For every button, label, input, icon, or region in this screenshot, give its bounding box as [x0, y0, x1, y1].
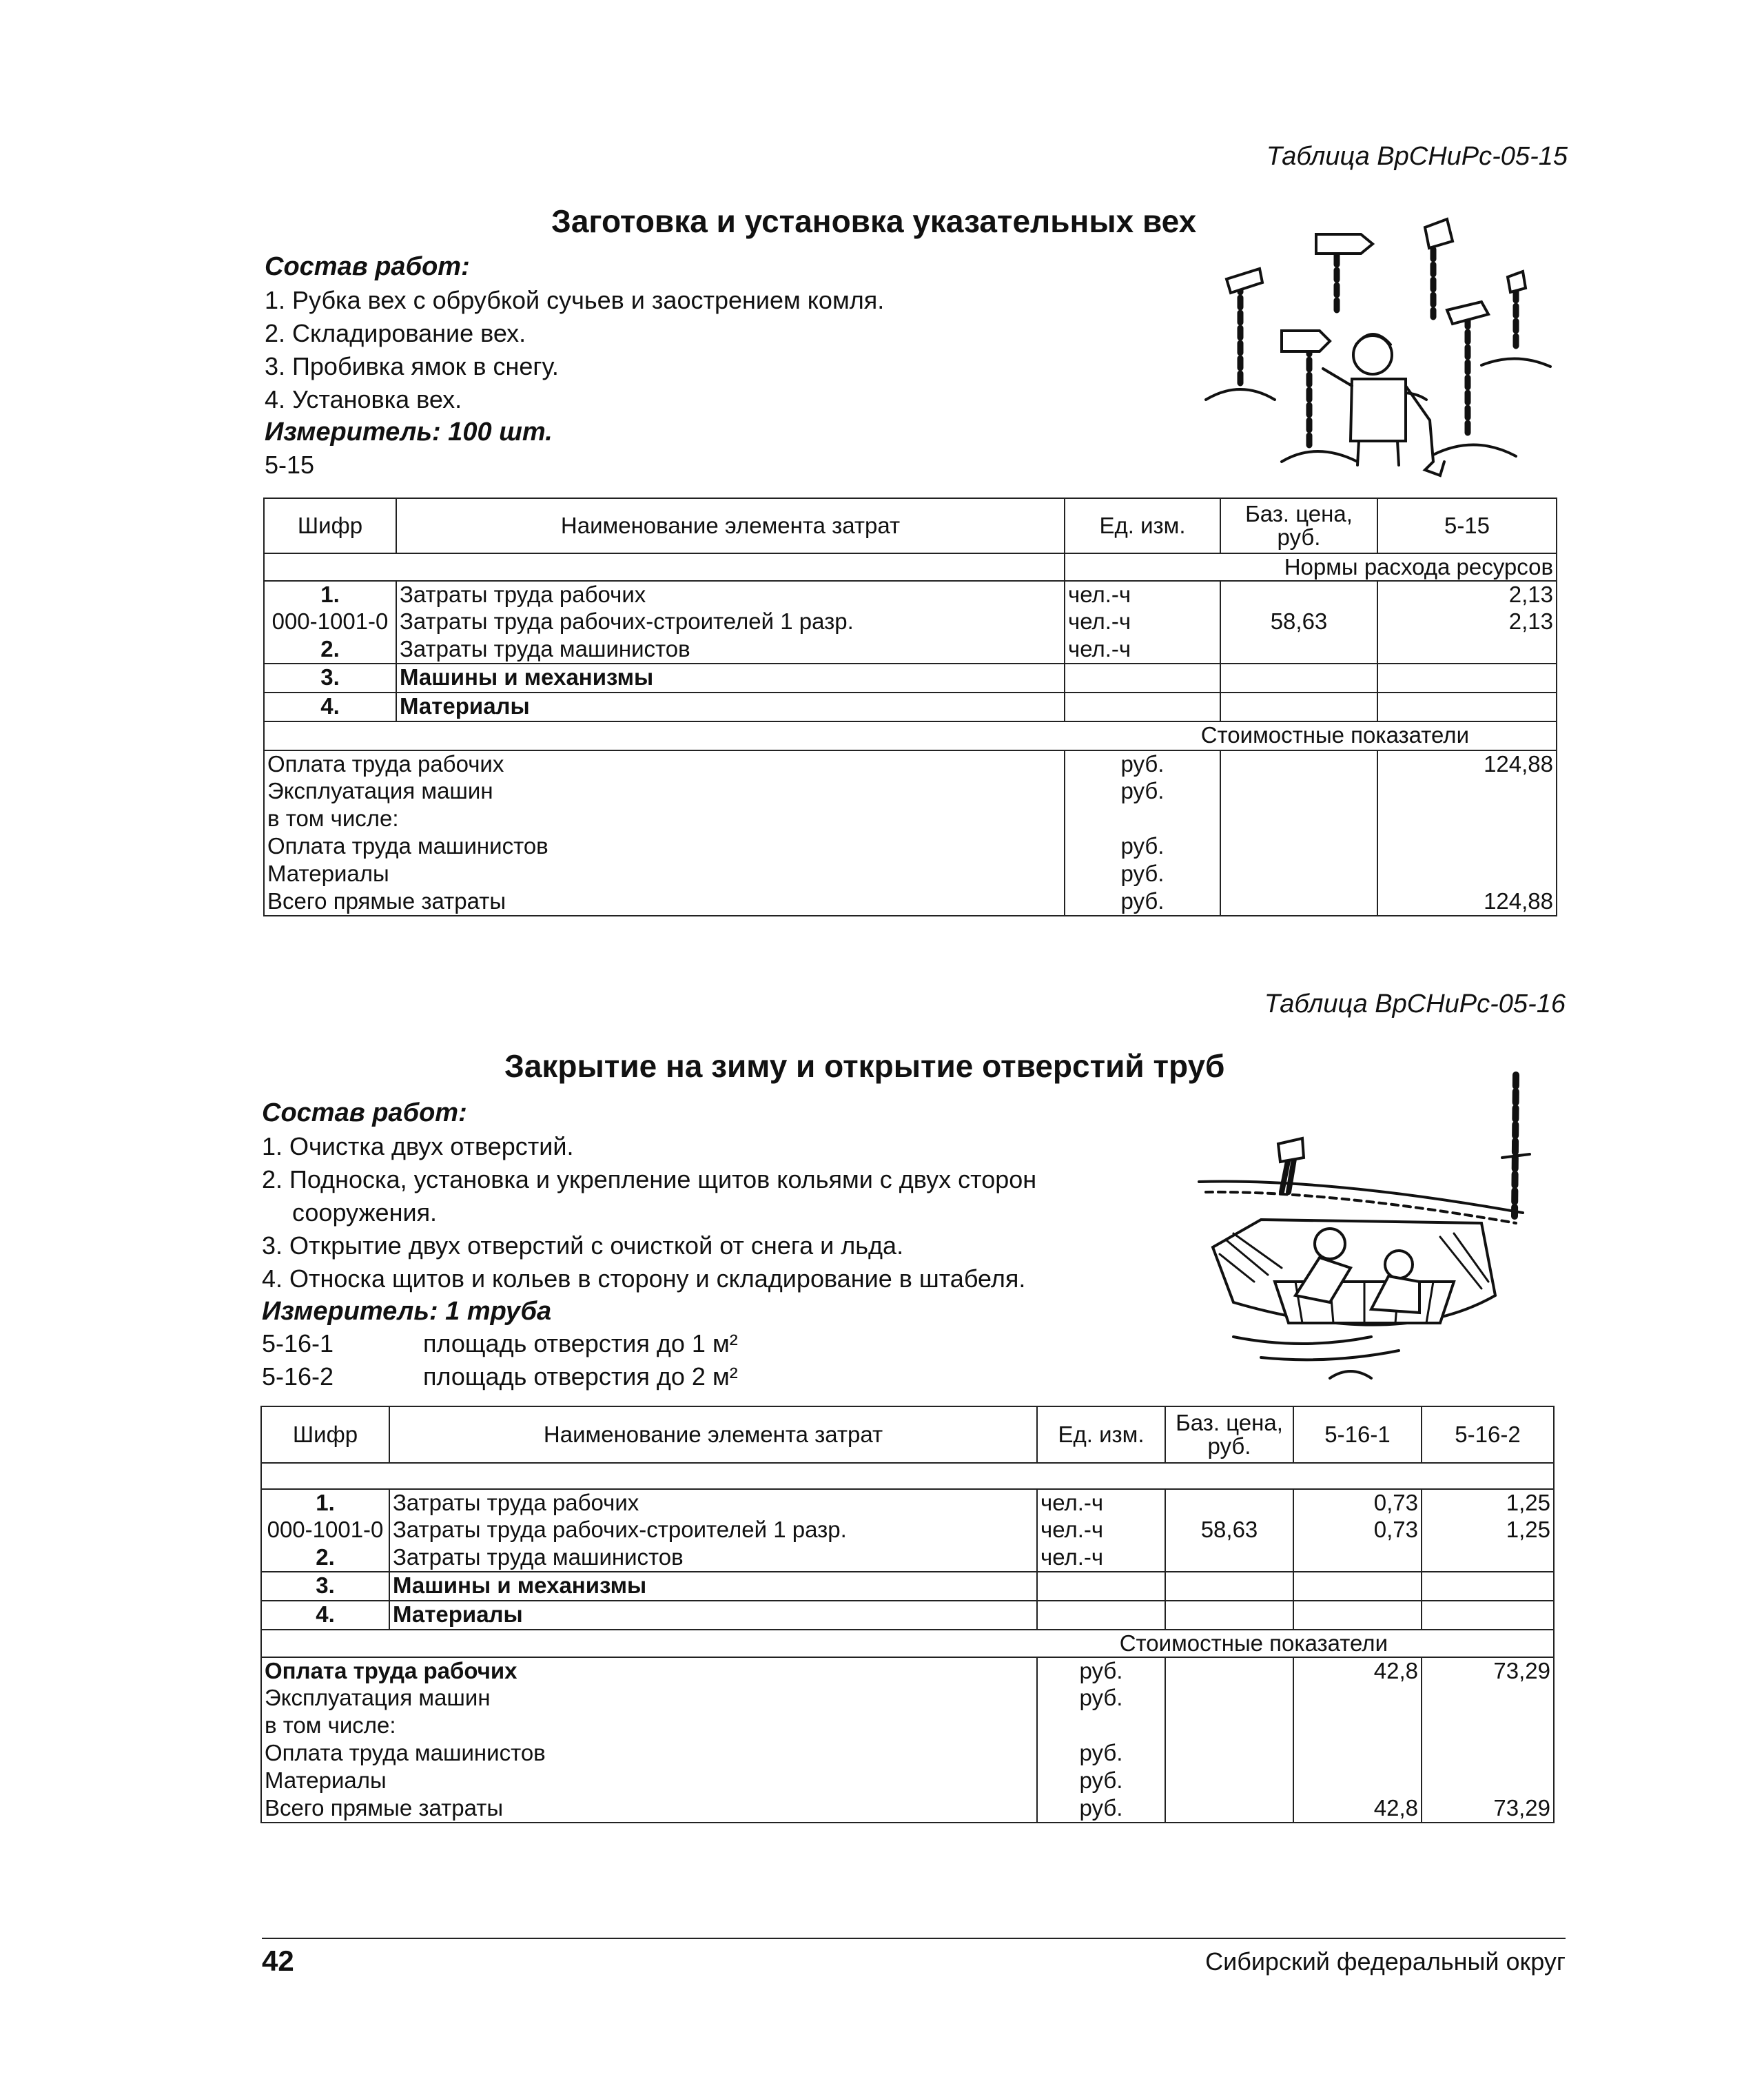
table-row: 4. Материалы — [261, 1601, 1554, 1630]
cost-row: Эксплуатация машин руб. — [261, 1685, 1554, 1712]
cost-label: Стоимостные показатели — [264, 721, 1557, 750]
header-variant: 5-15 — [1377, 498, 1557, 553]
cost-table-5-16 — [260, 1406, 1555, 1823]
footer-divider — [262, 1938, 1566, 1939]
measure-label: Измеритель: 1 труба — [262, 1297, 552, 1326]
work-item: 3. Пробивка ямок в снегу. — [265, 352, 559, 380]
table-row: 000-1001-0 Затраты труда рабочих-строителей 1 разр. чел.-ч 58,63 0,73 1,25 — [261, 1517, 1554, 1544]
cost-row: Эксплуатация машин руб. — [264, 778, 1557, 806]
work-item: 1. Рубка вех с обрубкой сучьев и заострением комля. — [265, 286, 885, 314]
work-item: 4. Установка вех. — [265, 385, 462, 413]
cost-row: Оплата труда рабочих руб. 124,88 — [264, 750, 1557, 778]
work-list — [262, 1130, 1036, 1295]
header-variant: 5-16-1 — [1293, 1406, 1422, 1463]
section-title: Заготовка и установка указательных вех — [551, 203, 1197, 239]
cost-row: в том числе: — [261, 1712, 1554, 1740]
variant-code: 5-15 — [265, 451, 315, 479]
cost-row: Оплата труда машинистов руб. — [261, 1740, 1554, 1767]
table-row: 3. Машины и механизмы — [264, 664, 1557, 693]
table-reference: Таблица ВрСНиРс-05-16 — [1264, 990, 1566, 1018]
header-unit: Ед. изм. — [1065, 498, 1220, 553]
variant-row: 5-16-1 площадь отверстия до 1 м² — [262, 1329, 738, 1357]
variant-row: 5-16-2 площадь отверстия до 2 м² — [262, 1362, 738, 1391]
cost-row: Оплата труда рабочих руб. 42,8 73,29 — [261, 1657, 1554, 1685]
cost-row: Материалы руб. — [261, 1767, 1554, 1795]
header-name: Наименование элемента затрат — [396, 498, 1065, 553]
header-unit: Ед. изм. — [1037, 1406, 1165, 1463]
variants-list — [262, 1327, 738, 1393]
composition-label: Состав работ: — [262, 1098, 467, 1127]
table-row: 1. Затраты труда рабочих чел.-ч 2,13 — [264, 581, 1557, 608]
table-row: 2. Затраты труда машинистов чел.-ч — [261, 1544, 1554, 1572]
work-list — [265, 284, 884, 416]
header-name: Наименование элемента затрат — [389, 1406, 1037, 1463]
work-item: сооружения. — [292, 1198, 438, 1227]
norms-blank-row — [261, 1463, 1554, 1489]
section-title: Закрытие на зиму и открытие отверстий труб — [504, 1048, 1225, 1084]
signposts-illustration — [1199, 214, 1557, 489]
work-item: 3. Открытие двух отверстий с очисткой от снега и льда. — [262, 1231, 904, 1260]
header-code: Шифр — [261, 1406, 389, 1463]
cost-table-5-15 — [263, 498, 1557, 916]
work-item: 1. Очистка двух отверстий. — [262, 1132, 574, 1160]
cost-row: Всего прямые затраты руб. 124,88 — [264, 888, 1557, 916]
work-item: 2. Подноска, установка и укрепление щитов кольями с двух сторон — [262, 1165, 1037, 1193]
table-row: 3. Машины и механизмы — [261, 1572, 1554, 1601]
pipe-opening-illustration — [1192, 1075, 1550, 1392]
work-item: 4. Относка щитов и кольев в сторону и складирование в штабеля. — [262, 1264, 1026, 1293]
header-price: Баз. цена, руб. — [1220, 498, 1377, 553]
cost-row: Оплата труда машинистов руб. — [264, 833, 1557, 861]
measure-label: Измеритель: 100 шт. — [265, 418, 553, 447]
cost-label: Стоимостные показатели — [261, 1630, 1554, 1657]
norms-label: Нормы расхода ресурсов — [1065, 553, 1557, 581]
work-item: 2. Складирование вех. — [265, 319, 526, 347]
cost-row: Всего прямые затраты руб. 42,8 73,29 — [261, 1795, 1554, 1823]
cost-row: в том числе: — [264, 806, 1557, 833]
table-row: 2. Затраты труда машинистов чел.-ч — [264, 636, 1557, 664]
footer-region: Сибирский федеральный округ — [1205, 1947, 1566, 1976]
table-row: 1. Затраты труда рабочих чел.-ч 0,73 1,25 — [261, 1489, 1554, 1517]
table-row: 000-1001-0 Затраты труда рабочих-строителей 1 разр. чел.-ч 58,63 2,13 — [264, 608, 1557, 636]
table-reference: Таблица ВрСНиРс-05-15 — [1266, 142, 1568, 171]
table-row: 4. Материалы — [264, 693, 1557, 721]
header-price: Баз. цена, руб. — [1165, 1406, 1293, 1463]
cost-row: Материалы руб. — [264, 861, 1557, 888]
header-code: Шифр — [264, 498, 396, 553]
header-variant: 5-16-2 — [1422, 1406, 1554, 1463]
composition-label: Состав работ: — [265, 252, 470, 281]
page-number: 42 — [262, 1945, 294, 1977]
